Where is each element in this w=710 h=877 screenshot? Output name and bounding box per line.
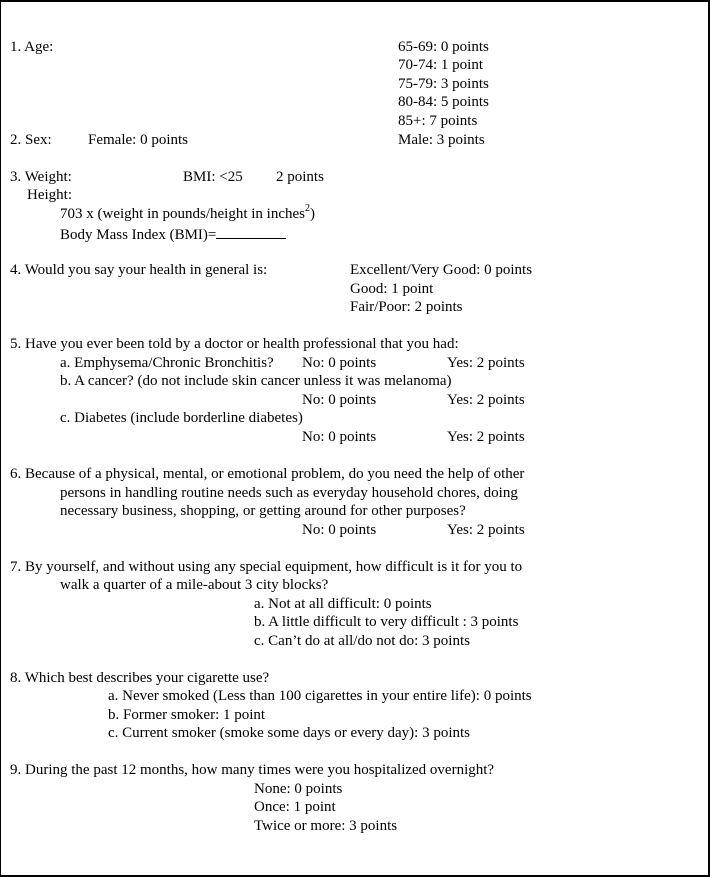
- q4-option: Good: 1 point: [350, 281, 434, 297]
- q5c-no-option: No: 0 points: [302, 429, 377, 445]
- q3-height-label: Height:: [27, 187, 72, 203]
- q6-line-3: necessary business, shopping, or getting around for other purposes?: [60, 503, 466, 519]
- q1-option: 70-74: 1 point: [398, 57, 483, 73]
- q8-option: c. Current smoker (smoke some days or every day): 3 points: [108, 725, 470, 741]
- q3-bmi-points: 2 points: [276, 169, 324, 185]
- q3-bmi-field-label: Body Mass Index (BMI)=: [60, 227, 217, 243]
- q3-formula-close: ): [309, 206, 315, 222]
- q1-option: 75-79: 3 points: [398, 76, 489, 92]
- q5b-no-option: No: 0 points: [302, 392, 377, 408]
- q5a-no-option: No: 0 points: [302, 355, 377, 371]
- q5c-yes-option: Yes: 2 points: [447, 429, 525, 445]
- q3-label: 3. Weight:: [10, 169, 72, 185]
- q2-female-option: Female: 0 points: [88, 132, 188, 148]
- q8-label: 8. Which best describes your cigarette use?: [10, 670, 270, 686]
- q3-bmi-formula: [60, 205, 315, 223]
- q9-option: Twice or more: 3 points: [254, 818, 398, 834]
- q2-label: 2. Sex:: [10, 132, 52, 148]
- q8-option: b. Former smoker: 1 point: [108, 707, 266, 723]
- q7-line-2: walk a quarter of a mile-about 3 city blocks?: [60, 577, 329, 593]
- q1-option: 65-69: 0 points: [398, 39, 489, 55]
- q5a-yes-option: Yes: 2 points: [447, 355, 525, 371]
- q4-option: Fair/Poor: 2 points: [350, 299, 463, 315]
- q3-formula-text: 703 x (weight in pounds/height in inches: [60, 206, 305, 222]
- q5-label: 5. Have you ever been told by a doctor or health professional that you had:: [10, 336, 459, 352]
- q7-option: b. A little difficult to very difficult : 3 points: [254, 614, 519, 630]
- q4-label: 4. Would you say your health in general is:: [10, 262, 268, 278]
- q9-option: Once: 1 point: [254, 799, 336, 815]
- q1-label: 1. Age:: [10, 39, 54, 55]
- q3-bmi-rule: BMI: <25: [183, 169, 243, 185]
- bmi-blank-line[interactable]: [216, 224, 286, 239]
- q6-no-option: No: 0 points: [302, 522, 377, 538]
- q2-male-option: Male: 3 points: [398, 132, 485, 148]
- q9-option: None: 0 points: [254, 781, 343, 797]
- q3-formula-superscript: 2: [304, 203, 310, 214]
- q7-option: a. Not at all difficult: 0 points: [254, 596, 432, 612]
- q4-option: Excellent/Very Good: 0 points: [350, 262, 533, 278]
- q6-line-1: 6. Because of a physical, mental, or emotional problem, do you need the help of other: [10, 466, 525, 482]
- q5c-label: c. Diabetes (include borderline diabetes): [60, 410, 303, 426]
- q6-yes-option: Yes: 2 points: [447, 522, 525, 538]
- q9-label: 9. During the past 12 months, how many times were you hospitalized overnight?: [10, 762, 495, 778]
- q6-line-2: persons in handling routine needs such as everyday household chores, doing: [60, 485, 518, 501]
- q5b-yes-option: Yes: 2 points: [447, 392, 525, 408]
- q1-option: 85+: 7 points: [398, 113, 478, 129]
- q5b-label: b. A cancer? (do not include skin cancer unless it was melanoma): [60, 373, 452, 389]
- q7-option: c. Can’t do at all/do not do: 3 points: [254, 633, 470, 649]
- q7-line-1: 7. By yourself, and without using any special equipment, how difficult is it for you to: [10, 559, 523, 575]
- q1-option: 80-84: 5 points: [398, 94, 489, 110]
- q8-option: a. Never smoked (Less than 100 cigarettes in your entire life): 0 points: [108, 688, 532, 704]
- q5a-label: a. Emphysema/Chronic Bronchitis?: [60, 355, 274, 371]
- q3-bmi-field: [60, 224, 286, 244]
